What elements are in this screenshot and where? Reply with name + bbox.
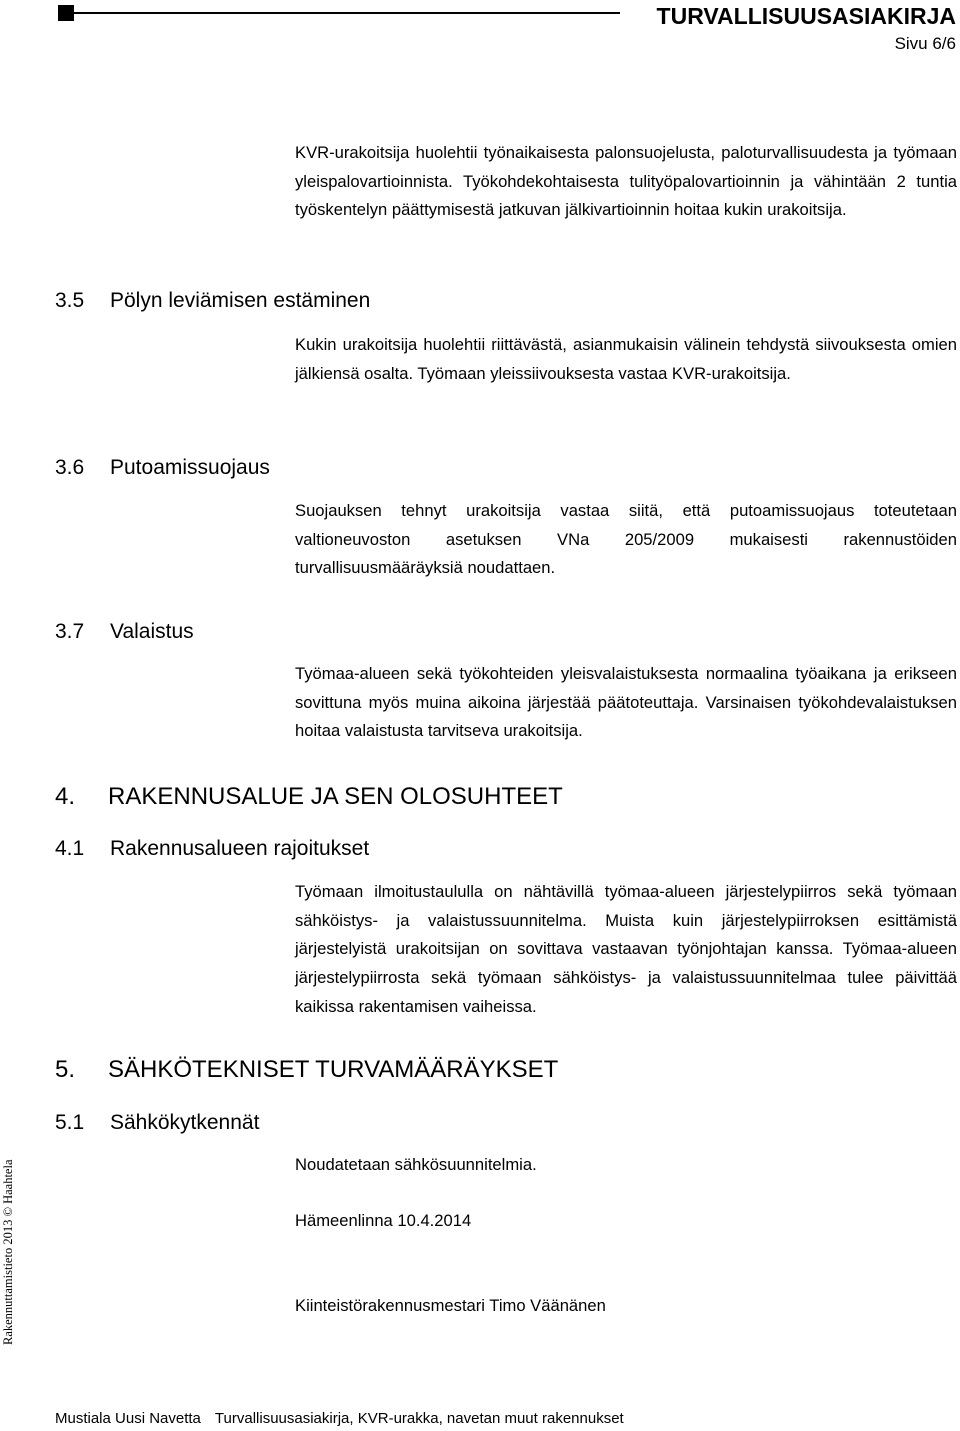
section-3-6-heading (55, 455, 270, 481)
section-number: 3.6 (55, 456, 85, 479)
page-number: Sivu 6/6 (894, 34, 956, 53)
section-title: RAKENNUSALUE JA SEN OLOSUHTEET (108, 783, 563, 810)
signer-name: Kiinteistörakennusmestari Timo Väänänen (295, 1296, 606, 1315)
section-title: Rakennusalueen rajoitukset (110, 837, 370, 860)
section-5-1-heading (55, 1110, 259, 1136)
section-3-5-paragraph: Kukin urakoitsija huolehtii riittävästä, asianmukaisin välinein tehdystä siivouksesta omien jälkiensä osalta. Työmaan yleissiivouksesta vastaa KVR-urakoitsija. (295, 335, 957, 383)
footer-document: Turvallisuusasiakirja, KVR-urakka, navetan muut rakennukset (214, 1410, 624, 1427)
section-3-7-heading (55, 619, 194, 645)
section-number: 3.7 (55, 620, 85, 643)
section-5-heading (55, 1055, 558, 1085)
section-3-5-heading (55, 288, 370, 314)
intro-paragraph: KVR-urakoitsija huolehtii työnaikaisesta palonsuojelusta, paloturvallisuudesta ja työmaan yleispalovartioinnista. Työkohdekohtaisesta tulityöpalovartioinnin ja vähintään 2 tuntia työskentelyn päättymisestä jatkuvan jälkivartioinnin hoitaa kukin urakoitsija. (295, 143, 957, 220)
section-4-heading (55, 782, 563, 812)
section-number: 3.5 (55, 289, 85, 312)
section-3-7-paragraph: Työmaa-alueen sekä työkohteiden yleisvalaistuksesta normaalina työaikana ja erikseen sovittuna myös muina aikoina järjestää päätoteuttaja. Varsinaisen työkohdevalaistuksen hoitaa valaistusta tarvitseva urakoitsija. (295, 664, 957, 741)
footer-project: Mustiala Uusi Navetta (55, 1410, 201, 1427)
section-number: 5. (55, 1056, 76, 1083)
sidebar-copyright: Rakennuttamistieto 2013 © Haahtela (1, 1159, 15, 1345)
section-5-1-text: Noudatetaan sähkösuunnitelmia. (295, 1155, 537, 1174)
section-title: Pölyn leviämisen estäminen (110, 289, 371, 312)
section-title: Valaistus (110, 620, 194, 643)
header-square-mark (58, 5, 74, 21)
page-footer (55, 1410, 624, 1428)
section-number: 5.1 (55, 1111, 85, 1134)
section-4-1-paragraph: Työmaan ilmoitustaululla on nähtävillä työmaa-alueen järjestelypiirros sekä työmaan sähköistys- ja valaistussuunnitelma. Muista kuin järjestelypiirroksen esittämistä järjestelyistä urakoitsijan on sovittava vastaavan työnjohtajan kanssa. Työmaa-alueen järjestelypiirrosta sekä työmaan sähköistys- ja valaistussuunnitelmaa tulee päivittää kaikissa rakentamisen vaiheissa. (295, 882, 957, 1016)
section-title: Sähkökytkennät (110, 1111, 260, 1134)
section-4-1-heading (55, 836, 369, 862)
header-rule (74, 12, 620, 14)
section-number: 4. (55, 783, 76, 810)
section-title: Putoamissuojaus (110, 456, 270, 479)
section-number: 4.1 (55, 837, 85, 860)
place-and-date: Hämeenlinna 10.4.2014 (295, 1211, 472, 1230)
section-3-6-paragraph: Suojauksen tehnyt urakoitsija vastaa siitä, että putoamissuojaus toteutetaan valtioneuvoston asetuksen VNa 205/2009 mukaisesti rakennustöiden turvallisuusmääräyksiä noudattaen. (295, 501, 957, 578)
section-title: SÄHKÖTEKNISET TURVAMÄÄRÄYKSET (108, 1056, 559, 1083)
document-title: TURVALLISUUSASIAKIRJA (656, 3, 956, 29)
